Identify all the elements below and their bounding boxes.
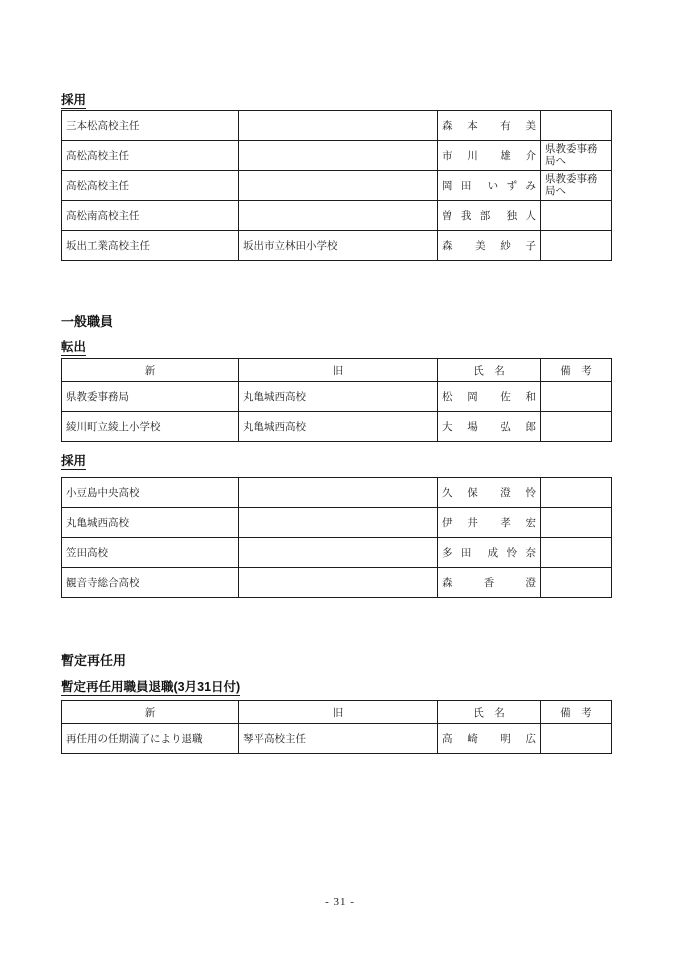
cell-new: 県教委事務局 [62,382,239,412]
cell-old [239,508,438,538]
table-row [62,538,612,568]
header-old: 旧 [239,359,438,382]
cell-new: 綾川町立綾上小学校 [62,412,239,442]
heading-provisional-retirement-text: 暫定再任用職員退職(3月31日付) [61,680,241,694]
cell-note [541,382,612,412]
heading-hire-management [61,93,86,109]
table-row [62,508,612,538]
cell-old [239,171,438,201]
table-row [62,201,612,231]
table-row [62,171,612,201]
table-provisional-retirement [61,700,612,754]
table-header-row [62,359,612,382]
cell-old: 琴平高校主任 [239,724,438,754]
heading-hire-general-text: 採用 [61,454,87,468]
header-new: 新 [62,359,239,382]
cell-new: 高松南高校主任 [62,201,239,231]
cell-name: 森 香 澄 [438,568,541,598]
table-row [62,412,612,442]
cell-name: 高 崎 明 広 [438,724,541,754]
cell-note [541,412,612,442]
table-hire-management [61,110,612,261]
cell-new: 観音寺総合高校 [62,568,239,598]
cell-new: 三本松高校主任 [62,111,239,141]
table-header-row [62,701,612,724]
cell-note [541,231,612,261]
header-name: 氏 名 [438,701,541,724]
header-new: 新 [62,701,239,724]
cell-old: 丸亀城西高校 [239,412,438,442]
heading-hire-general [61,454,86,470]
cell-note [541,538,612,568]
table-transfer-out [61,358,612,442]
cell-note [541,568,612,598]
cell-note [541,478,612,508]
cell-old [239,111,438,141]
cell-new: 坂出工業高校主任 [62,231,239,261]
table-row [62,724,612,754]
cell-name: 松 岡 佐 和 [438,382,541,412]
heading-general-staff: 一般職員 [61,314,114,329]
heading-hire-management-text: 採用 [61,93,87,107]
cell-name: 森 本 有 美 [438,111,541,141]
table-hire-general [61,477,612,598]
table-row [62,141,612,171]
header-note: 備 考 [541,359,612,382]
cell-name: 伊 井 孝 宏 [438,508,541,538]
cell-new: 丸亀城西高校 [62,508,239,538]
heading-provisional-retirement [61,680,240,696]
table-row [62,231,612,261]
cell-new: 高松高校主任 [62,141,239,171]
cell-note [541,201,612,231]
cell-new: 笠田高校 [62,538,239,568]
cell-name: 多 田 成 怜 奈 [438,538,541,568]
header-name: 氏 名 [438,359,541,382]
cell-old [239,201,438,231]
table-row [62,478,612,508]
cell-name: 森 美 紗 子 [438,231,541,261]
cell-name: 曽 我 部 独 人 [438,201,541,231]
cell-old [239,141,438,171]
page-number: - 31 - [325,896,355,908]
cell-name: 市 川 雄 介 [438,141,541,171]
cell-old [239,478,438,508]
heading-transfer-out-text: 転出 [61,340,87,354]
heading-transfer-out [61,340,86,356]
cell-new: 高松高校主任 [62,171,239,201]
table-row [62,382,612,412]
cell-old [239,568,438,598]
cell-old: 坂出市立林田小学校 [239,231,438,261]
header-old: 旧 [239,701,438,724]
table-row [62,568,612,598]
cell-new: 小豆島中央高校 [62,478,239,508]
table-row [62,111,612,141]
cell-note: 県教委事務局へ [541,171,612,201]
cell-old [239,538,438,568]
cell-note [541,111,612,141]
cell-note [541,724,612,754]
cell-note [541,508,612,538]
heading-provisional: 暫定再任用 [61,653,127,668]
cell-name: 岡 田 い ず み [438,171,541,201]
cell-old: 丸亀城西高校 [239,382,438,412]
header-note: 備 考 [541,701,612,724]
cell-name: 久 保 澄 怜 [438,478,541,508]
cell-new: 再任用の任期満了により退職 [62,724,239,754]
cell-note: 県教委事務局へ [541,141,612,171]
cell-name: 大 場 弘 郎 [438,412,541,442]
